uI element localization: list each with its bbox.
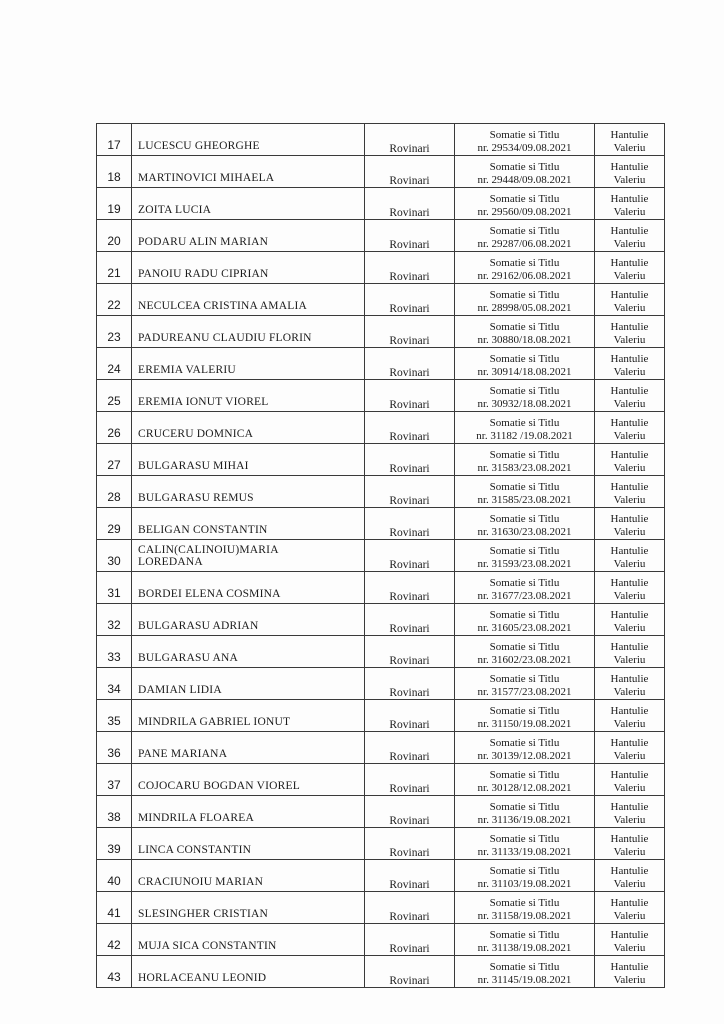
locality-cell: Rovinari	[365, 540, 455, 572]
table-row	[97, 284, 665, 316]
debtor-name-cell: CALIN(CALINOIU)MARIA LOREDANA	[132, 540, 365, 572]
table-row	[97, 956, 665, 988]
document-type: Somatie si Titlu	[489, 961, 560, 973]
document-cell	[455, 476, 595, 508]
locality-cell: Rovinari	[365, 380, 455, 412]
debtor-name-cell: BULGARASU REMUS	[132, 476, 365, 508]
executor-cell	[595, 828, 665, 860]
row-number-cell: 19	[97, 188, 132, 220]
debtor-name-cell: PODARU ALIN MARIAN	[132, 220, 365, 252]
document-number: nr. 30128/12.08.2021	[477, 782, 572, 794]
document-number: nr. 31602/23.08.2021	[477, 654, 572, 666]
document-type: Somatie si Titlu	[489, 321, 560, 333]
debtor-name-cell: PANE MARIANA	[132, 732, 365, 764]
executor-surname: Hantulie	[610, 705, 649, 717]
executor-cell	[595, 316, 665, 348]
executor-surname: Hantulie	[610, 161, 649, 173]
executor-first-name: Valeriu	[613, 494, 646, 506]
table-row	[97, 252, 665, 284]
document-cell	[455, 252, 595, 284]
document-type: Somatie si Titlu	[489, 481, 560, 493]
executor-first-name: Valeriu	[613, 398, 646, 410]
executor-cell	[595, 732, 665, 764]
locality-cell: Rovinari	[365, 220, 455, 252]
document-cell	[455, 124, 595, 156]
executor-surname: Hantulie	[610, 609, 649, 621]
row-number-cell: 32	[97, 604, 132, 636]
locality-cell: Rovinari	[365, 508, 455, 540]
document-cell	[455, 828, 595, 860]
executor-surname: Hantulie	[610, 545, 649, 557]
locality-cell: Rovinari	[365, 924, 455, 956]
locality-cell: Rovinari	[365, 572, 455, 604]
table-row	[97, 124, 665, 156]
table-row	[97, 892, 665, 924]
debtor-table	[96, 123, 665, 988]
document-type: Somatie si Titlu	[489, 129, 560, 141]
executor-cell	[595, 636, 665, 668]
document-number: nr. 31577/23.08.2021	[477, 686, 572, 698]
locality-cell: Rovinari	[365, 412, 455, 444]
executor-cell	[595, 924, 665, 956]
document-type: Somatie si Titlu	[489, 673, 560, 685]
executor-cell	[595, 796, 665, 828]
document-cell	[455, 604, 595, 636]
table-row	[97, 540, 665, 572]
document-type: Somatie si Titlu	[489, 257, 560, 269]
row-number-cell: 35	[97, 700, 132, 732]
table-row	[97, 924, 665, 956]
executor-cell	[595, 892, 665, 924]
table-row	[97, 764, 665, 796]
executor-cell	[595, 604, 665, 636]
executor-first-name: Valeriu	[613, 302, 646, 314]
document-cell	[455, 892, 595, 924]
table-row	[97, 316, 665, 348]
executor-surname: Hantulie	[610, 417, 649, 429]
table-row	[97, 380, 665, 412]
debtor-name-cell: COJOCARU BOGDAN VIOREL	[132, 764, 365, 796]
document-number: nr. 29448/09.08.2021	[477, 174, 572, 186]
table-row	[97, 508, 665, 540]
locality-cell: Rovinari	[365, 476, 455, 508]
executor-first-name: Valeriu	[613, 974, 646, 986]
debtor-name-cell: DAMIAN LIDIA	[132, 668, 365, 700]
executor-surname: Hantulie	[610, 737, 649, 749]
executor-cell	[595, 764, 665, 796]
executor-cell	[595, 220, 665, 252]
executor-cell	[595, 156, 665, 188]
executor-first-name: Valeriu	[613, 526, 646, 538]
document-cell	[455, 508, 595, 540]
debtor-name-cell: PANOIU RADU CIPRIAN	[132, 252, 365, 284]
row-number-cell: 22	[97, 284, 132, 316]
executor-first-name: Valeriu	[613, 782, 646, 794]
document-number: nr. 28998/05.08.2021	[477, 302, 572, 314]
executor-cell	[595, 860, 665, 892]
debtor-name-cell: BORDEI ELENA COSMINA	[132, 572, 365, 604]
row-number-cell: 23	[97, 316, 132, 348]
executor-first-name: Valeriu	[613, 558, 646, 570]
document-type: Somatie si Titlu	[489, 737, 560, 749]
executor-surname: Hantulie	[610, 897, 649, 909]
executor-surname: Hantulie	[610, 353, 649, 365]
document-cell	[455, 380, 595, 412]
document-cell	[455, 348, 595, 380]
executor-cell	[595, 348, 665, 380]
table-row	[97, 156, 665, 188]
executor-cell	[595, 124, 665, 156]
row-number-cell: 43	[97, 956, 132, 988]
document-number: nr. 31103/19.08.2021	[477, 878, 572, 890]
debtor-name-cell: LINCA CONSTANTIN	[132, 828, 365, 860]
table-row	[97, 828, 665, 860]
executor-first-name: Valeriu	[613, 910, 646, 922]
document-number: nr. 29287/06.08.2021	[477, 238, 572, 250]
row-number-cell: 34	[97, 668, 132, 700]
executor-first-name: Valeriu	[613, 270, 646, 282]
row-number-cell: 38	[97, 796, 132, 828]
document-number: nr. 31585/23.08.2021	[477, 494, 572, 506]
document-type: Somatie si Titlu	[489, 897, 560, 909]
document-type: Somatie si Titlu	[489, 289, 560, 301]
debtor-name-cell: BELIGAN CONSTANTIN	[132, 508, 365, 540]
executor-first-name: Valeriu	[613, 366, 646, 378]
executor-cell	[595, 284, 665, 316]
row-number-cell: 29	[97, 508, 132, 540]
table-row	[97, 796, 665, 828]
executor-first-name: Valeriu	[613, 238, 646, 250]
executor-surname: Hantulie	[610, 129, 649, 141]
document-cell	[455, 700, 595, 732]
executor-surname: Hantulie	[610, 801, 649, 813]
document-number: nr. 31145/19.08.2021	[477, 974, 572, 986]
debtor-name-cell: HORLACEANU LEONID	[132, 956, 365, 988]
table-row	[97, 476, 665, 508]
debtor-name-cell: LUCESCU GHEORGHE	[132, 124, 365, 156]
document-cell	[455, 156, 595, 188]
executor-surname: Hantulie	[610, 193, 649, 205]
row-number-cell: 36	[97, 732, 132, 764]
executor-surname: Hantulie	[610, 833, 649, 845]
document-number: nr. 30932/18.08.2021	[477, 398, 572, 410]
document-cell	[455, 924, 595, 956]
document-number: nr. 29560/09.08.2021	[477, 206, 572, 218]
debtor-name-cell: NECULCEA CRISTINA AMALIA	[132, 284, 365, 316]
row-number-cell: 25	[97, 380, 132, 412]
table-row	[97, 572, 665, 604]
executor-surname: Hantulie	[610, 225, 649, 237]
debtor-name-cell: BULGARASU ADRIAN	[132, 604, 365, 636]
table-row	[97, 732, 665, 764]
document-number: nr. 30914/18.08.2021	[477, 366, 572, 378]
locality-cell: Rovinari	[365, 796, 455, 828]
table-row	[97, 348, 665, 380]
table-row	[97, 700, 665, 732]
document-type: Somatie si Titlu	[489, 641, 560, 653]
executor-surname: Hantulie	[610, 641, 649, 653]
locality-cell: Rovinari	[365, 828, 455, 860]
document-cell	[455, 412, 595, 444]
document-number: nr. 31593/23.08.2021	[477, 558, 572, 570]
executor-surname: Hantulie	[610, 481, 649, 493]
locality-cell: Rovinari	[365, 604, 455, 636]
table-row	[97, 668, 665, 700]
executor-surname: Hantulie	[610, 577, 649, 589]
debtor-name-cell: EREMIA VALERIU	[132, 348, 365, 380]
locality-cell: Rovinari	[365, 732, 455, 764]
executor-surname: Hantulie	[610, 673, 649, 685]
row-number-cell: 27	[97, 444, 132, 476]
row-number-cell: 28	[97, 476, 132, 508]
locality-cell: Rovinari	[365, 444, 455, 476]
document-cell	[455, 668, 595, 700]
debtor-name-cell: MINDRILA FLOAREA	[132, 796, 365, 828]
document-number: nr. 31630/23.08.2021	[477, 526, 572, 538]
locality-cell: Rovinari	[365, 956, 455, 988]
document-type: Somatie si Titlu	[489, 801, 560, 813]
executor-first-name: Valeriu	[613, 654, 646, 666]
document-number: nr. 31182 /19.08.2021	[476, 430, 573, 442]
executor-surname: Hantulie	[610, 321, 649, 333]
executor-cell	[595, 252, 665, 284]
row-number-cell: 17	[97, 124, 132, 156]
executor-first-name: Valeriu	[613, 942, 646, 954]
debtor-name-cell: MUJA SICA CONSTANTIN	[132, 924, 365, 956]
executor-surname: Hantulie	[610, 865, 649, 877]
locality-cell: Rovinari	[365, 156, 455, 188]
table-row	[97, 860, 665, 892]
executor-cell	[595, 540, 665, 572]
document-cell	[455, 316, 595, 348]
debtor-name-cell: PADUREANU CLAUDIU FLORIN	[132, 316, 365, 348]
document-number: nr. 31158/19.08.2021	[477, 910, 572, 922]
document-cell	[455, 540, 595, 572]
document-cell	[455, 860, 595, 892]
document-type: Somatie si Titlu	[489, 513, 560, 525]
row-number-cell: 31	[97, 572, 132, 604]
document-type: Somatie si Titlu	[489, 705, 560, 717]
document-type: Somatie si Titlu	[489, 353, 560, 365]
executor-cell	[595, 444, 665, 476]
document-cell	[455, 636, 595, 668]
document-cell	[455, 764, 595, 796]
document-number: nr. 30880/18.08.2021	[477, 334, 572, 346]
document-cell	[455, 444, 595, 476]
document-type: Somatie si Titlu	[489, 449, 560, 461]
document-cell	[455, 284, 595, 316]
executor-first-name: Valeriu	[613, 334, 646, 346]
executor-surname: Hantulie	[610, 961, 649, 973]
debtor-name-cell: SLESINGHER CRISTIAN	[132, 892, 365, 924]
document-type: Somatie si Titlu	[489, 769, 560, 781]
debtor-name-cell: EREMIA IONUT VIOREL	[132, 380, 365, 412]
document-type: Somatie si Titlu	[489, 225, 560, 237]
locality-cell: Rovinari	[365, 316, 455, 348]
executor-first-name: Valeriu	[613, 750, 646, 762]
executor-first-name: Valeriu	[613, 174, 646, 186]
document-cell	[455, 188, 595, 220]
executor-cell	[595, 668, 665, 700]
executor-first-name: Valeriu	[613, 718, 646, 730]
document-cell	[455, 220, 595, 252]
document-type: Somatie si Titlu	[489, 385, 560, 397]
executor-surname: Hantulie	[610, 385, 649, 397]
document-number: nr. 31150/19.08.2021	[477, 718, 572, 730]
row-number-cell: 33	[97, 636, 132, 668]
locality-cell: Rovinari	[365, 188, 455, 220]
table-row	[97, 220, 665, 252]
executor-first-name: Valeriu	[613, 430, 646, 442]
document-type: Somatie si Titlu	[489, 417, 560, 429]
table-row	[97, 604, 665, 636]
document-type: Somatie si Titlu	[489, 929, 560, 941]
executor-first-name: Valeriu	[613, 814, 646, 826]
locality-cell: Rovinari	[365, 700, 455, 732]
executor-first-name: Valeriu	[613, 462, 646, 474]
table-row	[97, 444, 665, 476]
row-number-cell: 20	[97, 220, 132, 252]
document-type: Somatie si Titlu	[489, 865, 560, 877]
document-number: nr. 31605/23.08.2021	[477, 622, 572, 634]
row-number-cell: 37	[97, 764, 132, 796]
row-number-cell: 18	[97, 156, 132, 188]
document-type: Somatie si Titlu	[489, 193, 560, 205]
document-type: Somatie si Titlu	[489, 833, 560, 845]
executor-cell	[595, 956, 665, 988]
executor-cell	[595, 508, 665, 540]
table-row	[97, 188, 665, 220]
executor-surname: Hantulie	[610, 257, 649, 269]
locality-cell: Rovinari	[365, 860, 455, 892]
executor-first-name: Valeriu	[613, 622, 646, 634]
document-type: Somatie si Titlu	[489, 577, 560, 589]
row-number-cell: 24	[97, 348, 132, 380]
document-number: nr. 29162/06.08.2021	[477, 270, 572, 282]
executor-first-name: Valeriu	[613, 846, 646, 858]
debtor-name-cell: MINDRILA GABRIEL IONUT	[132, 700, 365, 732]
debtor-name-cell: ZOITA LUCIA	[132, 188, 365, 220]
executor-first-name: Valeriu	[613, 686, 646, 698]
executor-first-name: Valeriu	[613, 878, 646, 890]
executor-cell	[595, 476, 665, 508]
row-number-cell: 21	[97, 252, 132, 284]
locality-cell: Rovinari	[365, 284, 455, 316]
document-number: nr. 31133/19.08.2021	[477, 846, 572, 858]
locality-cell: Rovinari	[365, 668, 455, 700]
document-cell	[455, 796, 595, 828]
row-number-cell: 41	[97, 892, 132, 924]
row-number-cell: 42	[97, 924, 132, 956]
debtor-name-cell: CRACIUNOIU MARIAN	[132, 860, 365, 892]
document-number: nr. 30139/12.08.2021	[477, 750, 572, 762]
executor-first-name: Valeriu	[613, 206, 646, 218]
row-number-cell: 30	[97, 540, 132, 572]
executor-cell	[595, 700, 665, 732]
debtor-name-cell: BULGARASU ANA	[132, 636, 365, 668]
executor-surname: Hantulie	[610, 289, 649, 301]
executor-cell	[595, 188, 665, 220]
document-cell	[455, 732, 595, 764]
document-cell	[455, 956, 595, 988]
executor-surname: Hantulie	[610, 929, 649, 941]
row-number-cell: 26	[97, 412, 132, 444]
executor-surname: Hantulie	[610, 513, 649, 525]
executor-cell	[595, 380, 665, 412]
locality-cell: Rovinari	[365, 348, 455, 380]
document-type: Somatie si Titlu	[489, 609, 560, 621]
locality-cell: Rovinari	[365, 124, 455, 156]
document-number: nr. 31583/23.08.2021	[477, 462, 572, 474]
document-type: Somatie si Titlu	[489, 545, 560, 557]
table-row	[97, 636, 665, 668]
table-body	[97, 124, 665, 988]
locality-cell: Rovinari	[365, 892, 455, 924]
locality-cell: Rovinari	[365, 764, 455, 796]
locality-cell: Rovinari	[365, 252, 455, 284]
document-number: nr. 31136/19.08.2021	[477, 814, 572, 826]
executor-first-name: Valeriu	[613, 590, 646, 602]
executor-first-name: Valeriu	[613, 142, 646, 154]
debtor-name-cell: MARTINOVICI MIHAELA	[132, 156, 365, 188]
locality-cell: Rovinari	[365, 636, 455, 668]
row-number-cell: 39	[97, 828, 132, 860]
executor-surname: Hantulie	[610, 769, 649, 781]
executor-cell	[595, 412, 665, 444]
debtor-name-cell: CRUCERU DOMNICA	[132, 412, 365, 444]
document-number: nr. 29534/09.08.2021	[477, 142, 572, 154]
row-number-cell: 40	[97, 860, 132, 892]
document-cell	[455, 572, 595, 604]
table-row	[97, 412, 665, 444]
document-number: nr. 31138/19.08.2021	[477, 942, 572, 954]
debtor-name-cell: BULGARASU MIHAI	[132, 444, 365, 476]
executor-cell	[595, 572, 665, 604]
document-type: Somatie si Titlu	[489, 161, 560, 173]
document-number: nr. 31677/23.08.2021	[477, 590, 572, 602]
executor-surname: Hantulie	[610, 449, 649, 461]
